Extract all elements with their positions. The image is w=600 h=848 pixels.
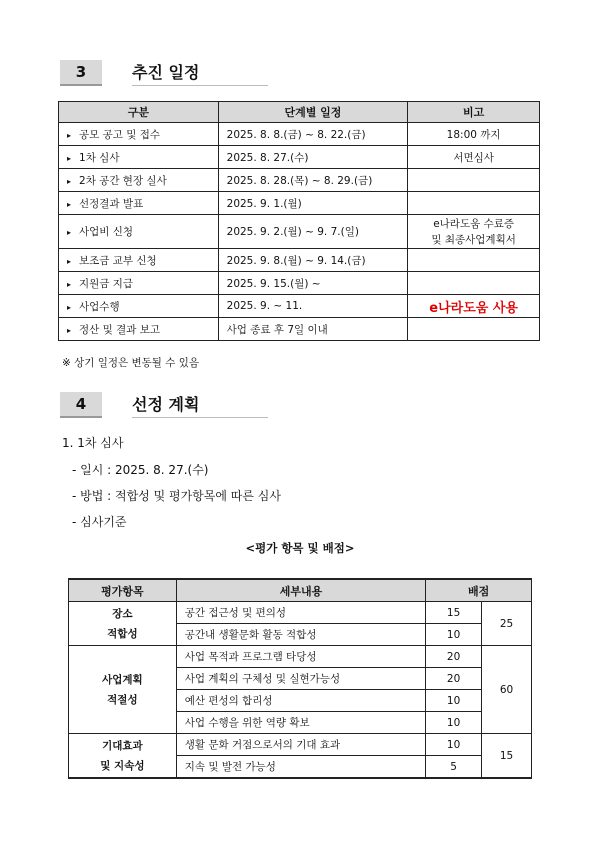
col-header: 세부내용 bbox=[176, 579, 425, 602]
table-row bbox=[59, 249, 540, 272]
schedule-item: 사업수행 bbox=[79, 300, 120, 313]
table-row bbox=[59, 272, 540, 295]
schedule-note: e나라도움 수료증 bbox=[433, 217, 515, 230]
schedule-note-line2: 및 최종사업계획서 bbox=[431, 233, 516, 246]
eval-category-line2: 및 지속성 bbox=[100, 759, 145, 772]
schedule-item: 선정결과 발표 bbox=[79, 197, 144, 210]
schedule-date: 2025. 9. 8.(월) ~ 9. 14.(금) bbox=[218, 249, 408, 272]
footnote: ※ 상기 일정은 변동될 수 있음 bbox=[62, 357, 200, 369]
table-row bbox=[59, 215, 540, 249]
bullet-icon: ▸ bbox=[67, 176, 72, 186]
eval-item: 공간내 생활문화 활동 적합성 bbox=[176, 624, 425, 646]
schedule-note bbox=[408, 318, 540, 341]
plan-method: - 방법 : 적합성 및 평가항목에 따른 심사 bbox=[72, 489, 281, 503]
schedule-item: 공모 공고 및 접수 bbox=[79, 128, 161, 141]
schedule-date: 2025. 8. 28.(목) ~ 8. 29.(금) bbox=[218, 169, 408, 192]
schedule-note: 서면심사 bbox=[408, 146, 540, 169]
col-header: 배점 bbox=[426, 579, 532, 602]
col-header: 구분 bbox=[59, 102, 219, 123]
col-header: 비고 bbox=[408, 102, 540, 123]
eval-score: 15 bbox=[426, 602, 482, 624]
col-header: 단계별 일정 bbox=[218, 102, 408, 123]
eval-score: 10 bbox=[426, 690, 482, 712]
eval-item: 생활 문화 거점으로서의 기대 효과 bbox=[176, 734, 425, 756]
table-row bbox=[69, 734, 532, 756]
section-4-header bbox=[60, 392, 268, 418]
bullet-icon: ▸ bbox=[67, 279, 72, 289]
table-row bbox=[59, 318, 540, 341]
schedule-note bbox=[408, 192, 540, 215]
table-row bbox=[59, 169, 540, 192]
schedule-note bbox=[408, 272, 540, 295]
eval-score: 10 bbox=[426, 624, 482, 646]
schedule-date: 2025. 9. 2.(월) ~ 9. 7.(일) bbox=[218, 215, 408, 249]
bullet-icon: ▸ bbox=[67, 325, 72, 335]
schedule-date: 2025. 8. 27.(수) bbox=[218, 146, 408, 169]
table-row bbox=[59, 295, 540, 318]
bullet-icon: ▸ bbox=[67, 130, 72, 140]
schedule-item: 1차 심사 bbox=[79, 151, 120, 164]
eval-total: 25 bbox=[482, 602, 532, 646]
schedule-date: 2025. 8. 8.(금) ~ 8. 22.(금) bbox=[218, 123, 408, 146]
eval-item: 사업 수행을 위한 역량 확보 bbox=[176, 712, 425, 734]
schedule-item: 사업비 신청 bbox=[79, 226, 134, 238]
eval-category-line2: 적합성 bbox=[107, 627, 138, 640]
eval-item: 예산 편성의 합리성 bbox=[176, 690, 425, 712]
eval-total: 15 bbox=[482, 734, 532, 779]
table-row bbox=[69, 602, 532, 624]
table-header-row bbox=[69, 579, 532, 602]
bullet-icon: ▸ bbox=[67, 256, 72, 266]
schedule-item: 2차 공간 현장 실사 bbox=[79, 174, 167, 187]
bullet-icon: ▸ bbox=[67, 302, 72, 312]
schedule-date: 2025. 9. 15.(월) ~ bbox=[218, 272, 408, 295]
eval-item: 사업 목적과 프로그램 타당성 bbox=[176, 646, 425, 668]
table-row bbox=[59, 123, 540, 146]
section-3-header bbox=[60, 60, 268, 86]
plan-criteria: - 심사기준 bbox=[72, 515, 127, 529]
schedule-date: 2025. 9. ~ 11. bbox=[218, 295, 408, 318]
eval-category: 사업계획 bbox=[102, 673, 143, 686]
schedule-note bbox=[408, 169, 540, 192]
eval-item: 공간 접근성 및 편의성 bbox=[176, 602, 425, 624]
section-title: 추진 일정 bbox=[132, 60, 268, 86]
schedule-item: 지원금 지급 bbox=[79, 277, 134, 290]
section-title: 선정 계획 bbox=[132, 392, 268, 418]
plan-date: - 일시 : 2025. 8. 27.(수) bbox=[72, 463, 209, 477]
table-row bbox=[59, 146, 540, 169]
schedule-date: 2025. 9. 1.(월) bbox=[218, 192, 408, 215]
eval-category: 장소 bbox=[112, 607, 133, 620]
eval-category-line2: 적절성 bbox=[107, 693, 138, 706]
col-header: 평가항목 bbox=[69, 579, 177, 602]
table-row bbox=[59, 192, 540, 215]
schedule-note bbox=[408, 249, 540, 272]
bullet-icon: ▸ bbox=[67, 199, 72, 209]
schedule-item: 정산 및 결과 보고 bbox=[79, 323, 161, 336]
bullet-icon: ▸ bbox=[67, 228, 72, 237]
bullet-icon: ▸ bbox=[67, 153, 72, 163]
evaluation-table bbox=[68, 578, 532, 779]
plan-heading: 1. 1차 심사 bbox=[62, 436, 124, 450]
table-row bbox=[69, 646, 532, 668]
eval-item: 사업 계획의 구체성 및 실현가능성 bbox=[176, 668, 425, 690]
eval-score: 20 bbox=[426, 668, 482, 690]
eval-total: 60 bbox=[482, 646, 532, 734]
eval-score: 20 bbox=[426, 646, 482, 668]
eval-category: 기대효과 bbox=[102, 739, 143, 752]
eval-score: 5 bbox=[426, 756, 482, 779]
schedule-date: 사업 종료 후 7일 이내 bbox=[218, 318, 408, 341]
highlight-note: e나라도움 사용 bbox=[429, 300, 518, 316]
section-number: 4 bbox=[60, 392, 102, 418]
eval-caption: <평가 항목 및 배점> bbox=[245, 541, 355, 555]
section-number: 3 bbox=[60, 60, 102, 86]
eval-score: 10 bbox=[426, 712, 482, 734]
schedule-note: 18:00 까지 bbox=[408, 123, 540, 146]
eval-item: 지속 및 발전 가능성 bbox=[176, 756, 425, 779]
table-header-row bbox=[59, 102, 540, 123]
eval-score: 10 bbox=[426, 734, 482, 756]
schedule-item: 보조금 교부 신청 bbox=[79, 254, 157, 267]
schedule-table bbox=[58, 101, 540, 341]
